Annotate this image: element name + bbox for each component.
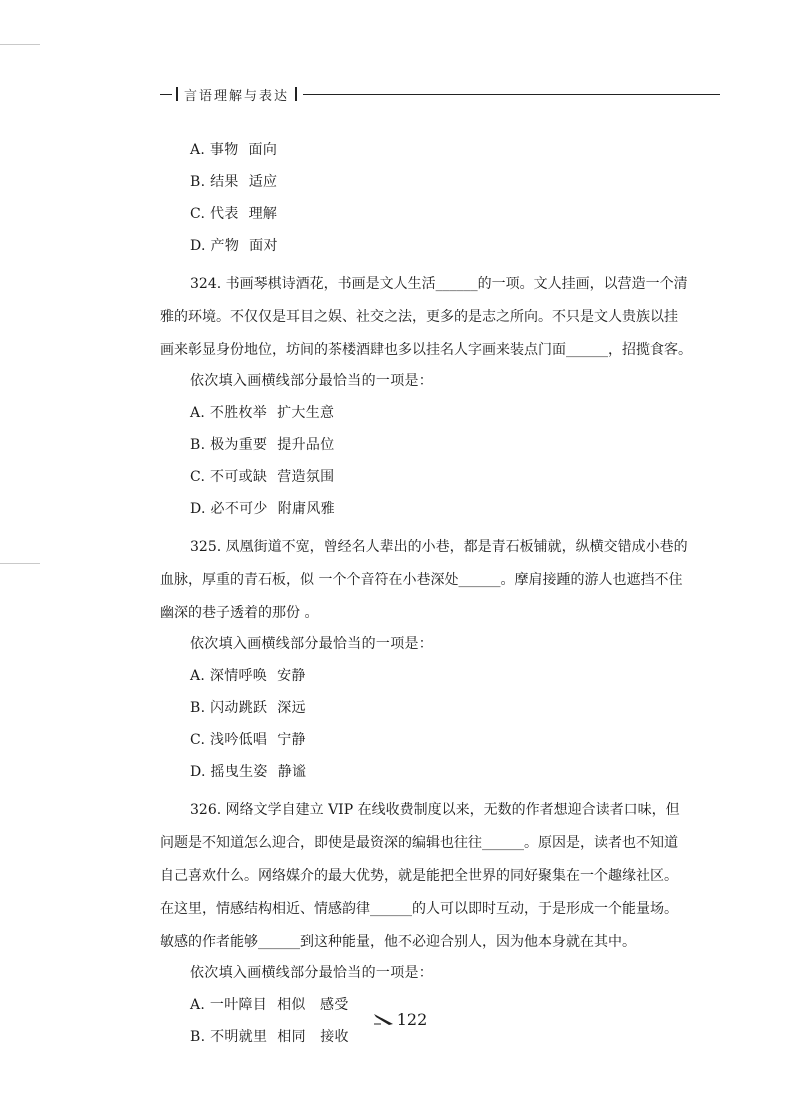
option-text: 附庸风雅 <box>277 501 335 517</box>
option-label: A. 一叶障目 <box>190 997 268 1013</box>
running-header <box>160 86 720 102</box>
option-text: 静谧 <box>277 764 307 780</box>
option-label: B. 结果 <box>190 174 239 190</box>
margin-rule-top <box>0 44 40 45</box>
question-line: 血脉，厚重的青石板，似 一个个音符在小巷深处______。摩肩接踵的游人也遮挡不住 <box>160 572 683 588</box>
option-label: C. 浅吟低唱 <box>190 732 268 748</box>
option-text: 相同 接收 <box>277 1029 349 1045</box>
option <box>190 762 730 782</box>
quill-icon <box>373 1011 395 1030</box>
option-label: D. 必不可少 <box>190 501 268 517</box>
option-text: 提升品位 <box>277 437 335 453</box>
option <box>190 204 730 224</box>
option-text: 深远 <box>277 700 306 716</box>
header-bar-right <box>295 87 297 101</box>
option-label: B. 不明就里 <box>190 1029 268 1045</box>
option <box>190 140 730 160</box>
option-label: D. 摇曳生姿 <box>190 764 268 780</box>
option <box>190 236 730 256</box>
option-text: 相似 感受 <box>277 997 349 1013</box>
page-number: 122 <box>396 1010 428 1029</box>
option <box>190 172 730 192</box>
option <box>190 1027 730 1047</box>
page-content <box>160 140 730 1059</box>
option <box>190 403 730 423</box>
question-line: 在这里，情感结构相近、情感韵律______的人可以即时互动，于是形成一个能量场。 <box>160 901 678 917</box>
question-line: 324. 书画琴棋诗酒花，书画是文人生活______的一项。文人挂画，以营造一个清 <box>190 276 688 292</box>
option-text: 营造氛围 <box>277 469 335 485</box>
option-label: B. 闪动跳跃 <box>190 700 268 716</box>
question-line: 326. 网络文学自建立 VIP 在线收费制度以来，无数的作者想迎合读者口味，但 <box>190 802 680 818</box>
question-325 <box>160 531 730 630</box>
header-rule-left <box>160 94 172 95</box>
question-line: 雅的环境。不仅仅是耳目之娱、社交之法，更多的是志之所向。不只是文人贵族以挂 <box>160 309 678 325</box>
option-text: 理解 <box>248 206 278 222</box>
page-footer <box>0 1010 800 1030</box>
question-line: 幽深的巷子透着的那份 。 <box>160 605 319 621</box>
option <box>190 499 730 519</box>
option <box>190 698 730 718</box>
option-text: 扩大生意 <box>277 405 335 421</box>
option-label: C. 不可或缺 <box>190 469 268 485</box>
option <box>190 467 730 487</box>
question-prompt: 依次填入画横线部分最恰当的一项是： <box>190 373 434 389</box>
option-label: A. 事物 <box>190 142 239 158</box>
option-label: D. 产物 <box>190 238 240 254</box>
question-prompt: 依次填入画横线部分最恰当的一项是： <box>190 965 434 981</box>
option-label: A. 不胜枚举 <box>190 405 268 421</box>
margin-rule-middle <box>0 563 40 564</box>
question-line: 325. 凤凰街道不宽，曾经名人辈出的小巷，都是青石板铺就，纵横交错成小巷的 <box>190 539 688 555</box>
option-label: B. 极为重要 <box>190 437 268 453</box>
option-text: 安静 <box>277 668 306 684</box>
option <box>190 666 730 686</box>
option-text: 宁静 <box>277 732 306 748</box>
option-text: 面对 <box>249 238 278 254</box>
question-line: 画来彰显身份地位，坊间的茶楼酒肆也多以挂名人字画来装点门面______，招揽食客。 <box>160 342 692 358</box>
header-title: 言语理解与表达 <box>184 88 290 104</box>
header-rule-right <box>303 94 720 95</box>
header-bar-left <box>176 87 178 101</box>
question-line: 自己喜欢什么。网络媒介的最大优势，就是能把全世界的同好聚集在一个趣缘社区。 <box>160 868 678 884</box>
option <box>190 435 730 455</box>
option-label: C. 代表 <box>190 206 239 222</box>
option-text: 适应 <box>248 174 278 190</box>
question-line: 敏感的作者能够______到这种能量，他不必迎合别人，因为他本身就在其中。 <box>160 934 636 950</box>
option-label: A. 深情呼唤 <box>190 668 268 684</box>
question-line: 问题是不知道怎么迎合，即使是最资深的编辑也往往______。原因是，读者也不知道 <box>160 835 678 851</box>
question-prompt: 依次填入画横线部分最恰当的一项是： <box>190 636 434 652</box>
question-324 <box>160 268 730 367</box>
question-326 <box>160 794 730 959</box>
option-text: 面向 <box>248 142 278 158</box>
option <box>190 730 730 750</box>
